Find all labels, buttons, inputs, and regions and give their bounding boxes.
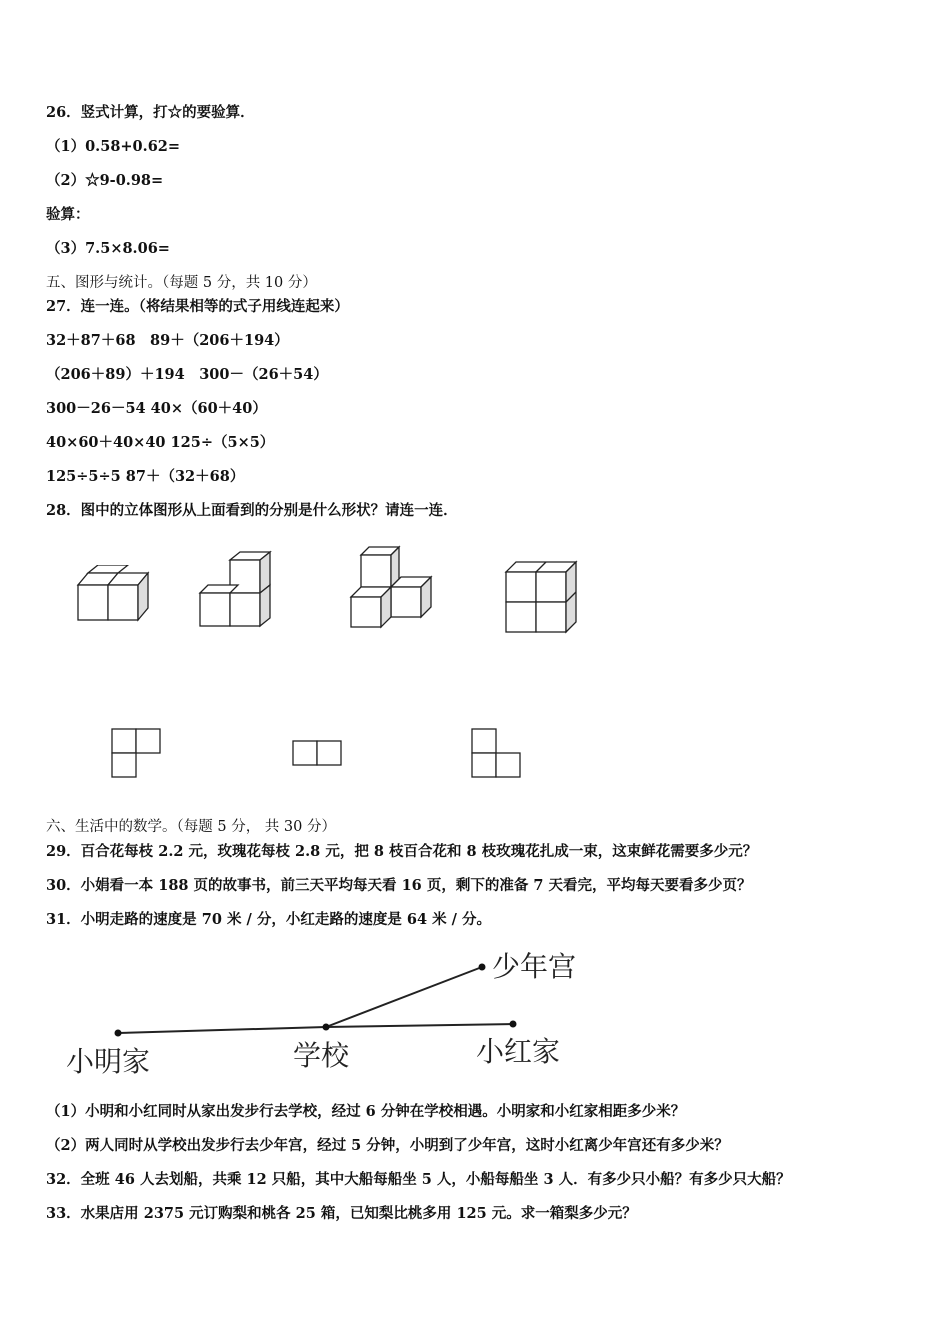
q31-part1: （1）小明和小红同时从家出发步行去学校，经过 6 分钟在学校相遇。小明家和小红家相距多少米？ <box>46 1103 686 1120</box>
q27-row1: 32＋87＋68 89＋（206＋194） <box>46 332 289 349</box>
top-view-shape-3 <box>470 727 525 779</box>
q26-part2: （2）☆9-0.98= <box>46 172 164 189</box>
xiaoming-home-label: 小明家 <box>66 1045 151 1078</box>
q27-text: 27．连一连。（将结果相等的式子用线连起来） <box>46 298 349 315</box>
q33-text: 33．水果店用 2375 元订购梨和桃各 25 箱，已知梨比桃多用 125 元。求一箱梨多少元？ <box>46 1205 637 1222</box>
school-point <box>323 1024 330 1031</box>
solid-figure-4 <box>500 558 585 638</box>
top-view-shape-2 <box>291 739 343 767</box>
q29-text: 29．百合花每枝 2.2 元，玫瑰花每枝 2.8 元，把 8 枝百合花和 8 枝玫瑰花扎成一束，这束鲜花需要多少元？ <box>46 843 758 860</box>
q27-row5: 125÷5÷5 87＋（32＋68） <box>46 468 245 485</box>
youth-palace-point <box>479 964 486 971</box>
xiaoming-home-point <box>115 1030 122 1037</box>
section5-heading: 五、图形与统计。（每题 5 分，共 10 分） <box>46 275 317 291</box>
q26-part3: （3）7.5×8.06= <box>46 240 170 257</box>
q26-check-label: 验算： <box>46 206 90 223</box>
q26-text: 26．竖式计算，打☆的要验算． <box>46 104 255 121</box>
school-label: 学校 <box>293 1039 350 1072</box>
xiaohong-home-point <box>510 1021 517 1028</box>
solid-figure-2 <box>192 550 277 630</box>
q26-part1: （1）0.58+0.62= <box>46 138 181 155</box>
solid-figure-3 <box>345 543 440 633</box>
q28-text: 28．图中的立体图形从上面看到的分别是什么形状？请连一连． <box>46 502 458 519</box>
q32-text: 32．全班 46 人去划船，共乘 12 只船，其中大船每船坐 5 人，小船每船坐 3 人．有多少只小船？有多少只大船？ <box>46 1171 791 1188</box>
xiaohong-home-label: 小红家 <box>476 1035 561 1068</box>
section6-heading: 六、生活中的数学。（每题 5 分， 共 30 分） <box>46 819 336 835</box>
top-view-shape-1 <box>110 727 165 779</box>
q27-row3: 300－26－54 40×（60＋40） <box>46 400 267 417</box>
q30-text: 30．小娟看一本 188 页的故事书，前三天平均每天看 16 页，剩下的准备 7 天看完，平均每天要看多少页？ <box>46 877 752 894</box>
q31-part2: （2）两人同时从学校出发步行去少年宫，经过 5 分钟，小明到了少年宫，这时小红离少年宫还有多少米？ <box>46 1137 729 1154</box>
q27-row4: 40×60＋40×40 125÷（5×5） <box>46 434 275 451</box>
q31-text: 31．小明走路的速度是 70 米 / 分，小红走路的速度是 64 米 / 分。 <box>46 911 492 928</box>
youth-palace-label: 少年宫 <box>492 950 577 983</box>
q27-row2: （206＋89）＋194 300－（26＋54） <box>46 366 328 383</box>
solid-figure-1 <box>70 565 155 627</box>
